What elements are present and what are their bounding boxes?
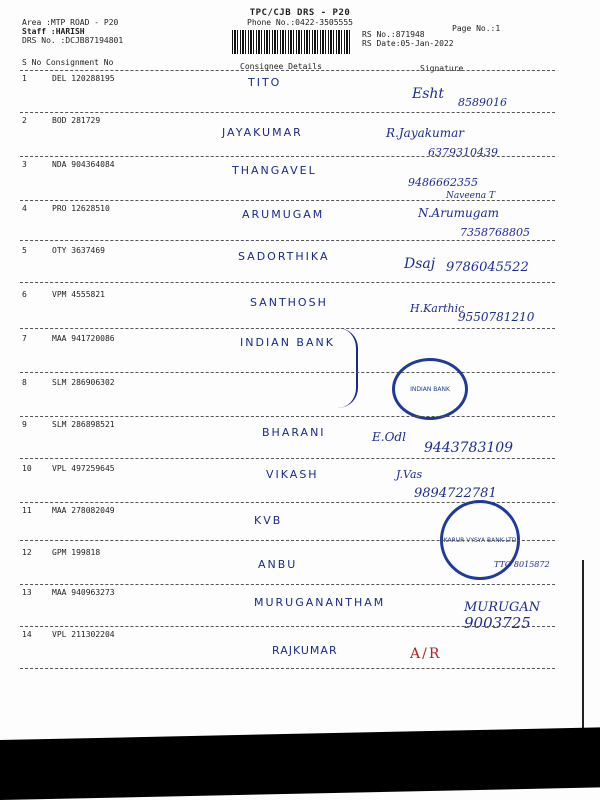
header-divider	[20, 70, 555, 71]
row-number: 6	[22, 290, 27, 299]
phone-handwritten: 7358768805	[460, 226, 530, 239]
drs-number: DRS No. :DCJB87194801	[22, 36, 124, 45]
col-signature: Signature	[420, 64, 464, 73]
consignee-name: ARUMUGAM	[242, 208, 325, 221]
phone-handwritten: 8589016	[458, 96, 507, 109]
consignee-name: KVB	[254, 514, 283, 527]
rs-date: RS Date:05-Jan-2022	[362, 39, 454, 48]
phone-handwritten: TTO 8015872	[494, 560, 550, 569]
consignment-no: NDA 904364084	[52, 160, 115, 169]
consignment-no: DEL 120288195	[52, 74, 115, 83]
signature: Naveena T	[446, 191, 496, 201]
barcode	[232, 30, 352, 54]
row-divider	[20, 200, 555, 201]
row-divider	[20, 328, 555, 329]
consignee-name: SANTHOSH	[250, 296, 328, 309]
row-number: 7	[22, 334, 27, 343]
row-number: 1	[22, 74, 27, 83]
consignee-name: ANBU	[258, 558, 298, 571]
consignment-no: GPM 199818	[52, 548, 101, 557]
row-divider	[20, 416, 555, 417]
phone-number: Phone No.:0422-3505555	[247, 18, 353, 27]
consignment-no: MAA 278082049	[52, 506, 115, 515]
row-divider	[20, 458, 555, 459]
col-consignee: Consignee Details	[240, 62, 322, 71]
row-number: 13	[22, 588, 32, 597]
signature: Esht	[412, 86, 445, 102]
row-number: 5	[22, 246, 27, 255]
consignment-no: VPM 4555821	[52, 290, 105, 299]
consignment-no: SLM 286898521	[52, 420, 115, 429]
phone-handwritten: 9786045522	[446, 260, 529, 275]
rs-number: RS No.:871948	[362, 30, 425, 39]
row-number: 3	[22, 160, 27, 169]
return-mark: A/R	[410, 646, 442, 662]
signature: J.Vas	[396, 468, 423, 481]
phone-handwritten: 9550781210	[458, 310, 535, 324]
page-edge-line	[582, 560, 584, 750]
consignee-name: JAYAKUMAR	[222, 126, 303, 139]
row-divider	[20, 540, 555, 541]
row-number: 14	[22, 630, 32, 639]
indian-bank-stamp-text: INDIAN BANK	[410, 385, 450, 393]
phone-handwritten: 6379310439	[428, 146, 498, 159]
consignee-name: INDIAN BANK	[240, 336, 335, 349]
row-number: 8	[22, 378, 27, 387]
consignment-no: SLM 286906302	[52, 378, 115, 387]
row-divider	[20, 156, 555, 157]
kvb-stamp-text: KARUR VYSYA BANK LTD	[443, 536, 517, 544]
signature: R.Jayakumar	[386, 126, 465, 140]
phone-handwritten: 9003725	[464, 614, 531, 632]
signature: N.Arumugam	[418, 206, 499, 220]
signature: H.Karthic	[410, 302, 465, 315]
right-info	[362, 30, 454, 48]
consignment-no: VPL 211302204	[52, 630, 115, 639]
page-number: Page No.:1	[452, 24, 501, 33]
sheet-title: TPC/CJB DRS - P20	[249, 8, 351, 18]
consignee-name: TITO	[248, 76, 282, 89]
phone-handwritten: 9894722781	[414, 486, 497, 501]
scan-shadow	[0, 727, 600, 800]
row-number: 12	[22, 548, 32, 557]
bracket-mark	[336, 328, 358, 408]
consignment-no: VPL 497259645	[52, 464, 115, 473]
row-divider	[20, 372, 555, 373]
consignee-name: MURUGANANTHAM	[254, 596, 386, 609]
phone-handwritten: 9486662355	[408, 176, 478, 189]
consignee-name: BHARANI	[262, 426, 326, 439]
signature: Dsaj	[404, 256, 436, 272]
left-info	[22, 18, 123, 45]
consignment-no: MAA 940963273	[52, 588, 115, 597]
row-divider	[20, 112, 555, 113]
row-number: 4	[22, 204, 27, 213]
row-number: 9	[22, 420, 27, 429]
area-label: Area :MTP ROAD - P20	[22, 18, 119, 27]
row-divider	[20, 584, 555, 585]
row-divider	[20, 626, 555, 627]
consignment-no: PRO 12628510	[52, 204, 110, 213]
consignee-name: VIKASH	[266, 468, 319, 481]
row-number: 2	[22, 116, 27, 125]
consignment-no: OTY 3637469	[52, 246, 105, 255]
row-number: 10	[22, 464, 32, 473]
consignment-no: MAA 941720086	[52, 334, 115, 343]
signature: MURUGAN	[464, 600, 541, 615]
consignment-no: BOD 281729	[52, 116, 101, 125]
row-divider	[20, 668, 555, 669]
row-divider	[20, 240, 555, 241]
consignee-name: THANGAVEL	[232, 164, 317, 177]
col-consignment: Consignment No	[46, 58, 114, 67]
consignee-name: SADORTHIKA	[238, 250, 330, 263]
phone-handwritten: 9443783109	[424, 440, 514, 456]
consignee-name: RAJKUMAR	[272, 644, 338, 657]
row-number: 11	[22, 506, 32, 515]
header-center	[200, 8, 400, 27]
signature: E.Odl	[372, 430, 406, 444]
row-divider	[20, 282, 555, 283]
indian-bank-stamp	[392, 358, 468, 420]
staff-label: Staff :HARISH	[22, 27, 85, 36]
col-sno: S No	[22, 58, 42, 67]
